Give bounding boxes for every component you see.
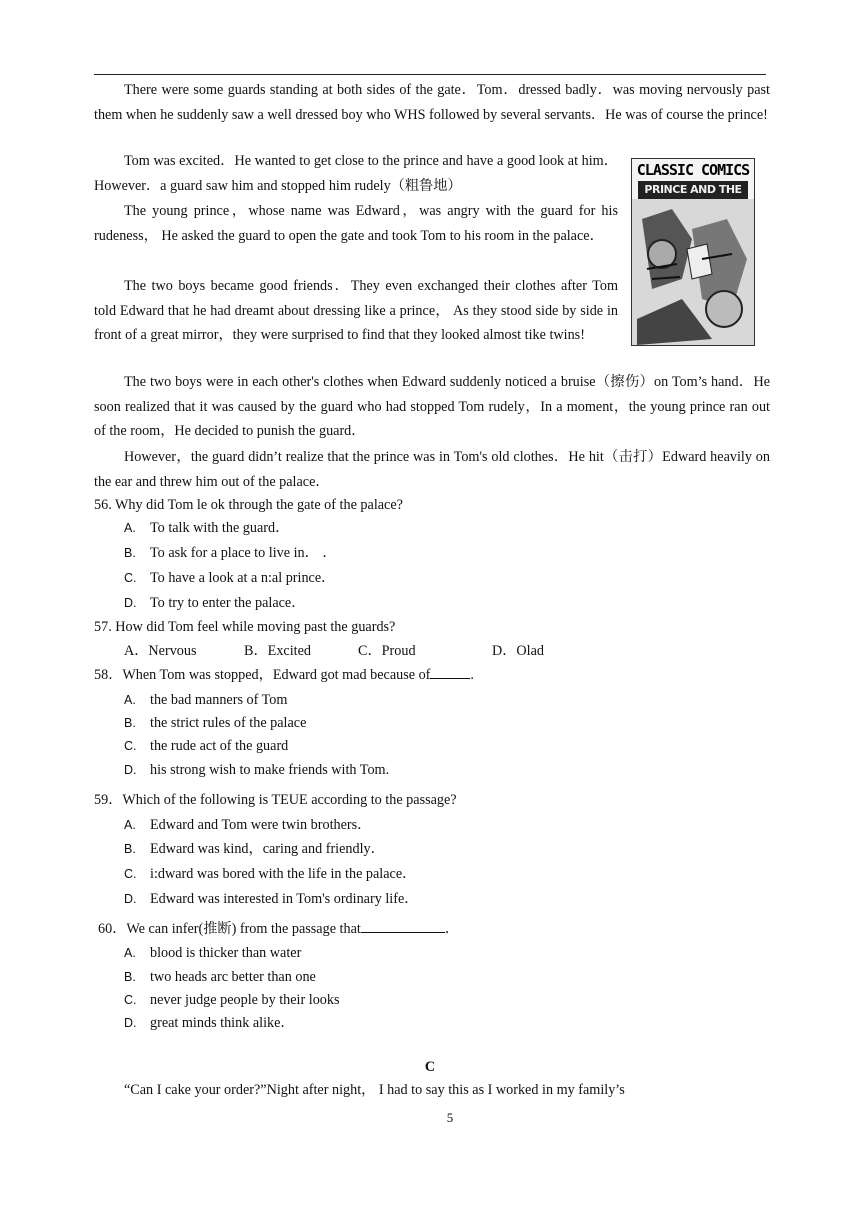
- passage-paragraph-1: There were some guards standing at both sides of the gate．Tom．dressed badly．was moving nervously past them when he suddenly saw a well dressed boy who WHS followed by several servants．He was of course the prince!: [94, 82, 770, 123]
- question-57: 57. How did Tom feel while moving past the guards?: [94, 619, 396, 635]
- option-text: great minds think alike．: [150, 1015, 295, 1031]
- comic-subtitle-text: PRINCE AND THE: [638, 181, 748, 199]
- passage-paragraph-6: However，the guard didn’t realize that the prince was in Tom's old clothes．He hit（击打）Edward heavily on the ear and threw him out of the palace．: [94, 449, 770, 490]
- passage-paragraph-4: The two boys became good friends．They even exchanged their clothes after Tom told Edward that he had dreamt about dressing like a prince， As they stood side by side in front of a great mirror，they were surprised to find that they looked almost tike twins!: [94, 278, 618, 344]
- q58-option-c[interactable]: [124, 735, 764, 757]
- question-56: 56. Why did Tom le ok through the gate of the palace?: [94, 497, 403, 513]
- q58-option-b[interactable]: [124, 712, 764, 734]
- q57-option-a[interactable]: A．Nervous: [124, 643, 197, 659]
- q56-option-c[interactable]: [124, 567, 764, 589]
- question-60: [98, 918, 774, 940]
- option-text: To try to enter the palace．: [150, 595, 306, 611]
- q59-option-c[interactable]: [124, 863, 764, 885]
- option-text: i:dward was bored with the life in the palace．: [150, 866, 417, 882]
- option-text: To have a look at a n:al prince．: [150, 570, 336, 586]
- question-58-end: .: [470, 667, 474, 683]
- option-text: his strong wish to make friends with Tom.: [150, 762, 390, 778]
- option-letter: C.: [124, 571, 137, 585]
- q56-option-d[interactable]: [124, 592, 764, 614]
- option-text: Edward and Tom were twin brothers．: [150, 817, 372, 833]
- option-text: the bad manners of Tom: [150, 692, 288, 708]
- option-letter: B.: [124, 970, 136, 984]
- passage-paragraph-2: Tom was excited．He wanted to get close to the prince and have a good look at him．However．a guard saw him and stopped him rudely（粗鲁地）: [94, 153, 618, 194]
- option-letter: D.: [124, 763, 137, 777]
- question-60-end: ．: [444, 921, 460, 937]
- q60-option-b[interactable]: [124, 966, 764, 988]
- q57-option-d[interactable]: D．Olad: [492, 643, 545, 659]
- q57-option-b[interactable]: B．Excited: [244, 643, 311, 659]
- section-c-heading: C: [424, 1059, 436, 1075]
- option-letter: A.: [124, 521, 136, 535]
- option-letter: B.: [124, 546, 136, 560]
- q58-option-a[interactable]: [124, 689, 764, 711]
- option-letter: A.: [124, 818, 136, 832]
- option-letter: D.: [124, 1016, 137, 1030]
- comic-title-text: CLASSIC COMICS: [636, 161, 750, 179]
- option-letter: C.: [124, 993, 137, 1007]
- q59-option-a[interactable]: [124, 814, 764, 836]
- question-58: [94, 664, 770, 686]
- passage-paragraph-5: The two boys were in each other's clothes when Edward suddenly noticed a bruise（擦伤）on Tom’s hand．He soon realized that it was caused by the guard who had stopped Tom rudely，In a moment，the young prince ran out of the room，He decided to punish the guard．: [94, 374, 770, 440]
- top-rule: [94, 74, 766, 75]
- option-text: the rude act of the guard: [150, 738, 289, 754]
- option-letter: D.: [124, 892, 137, 906]
- option-letter: B.: [124, 842, 136, 856]
- q56-option-a[interactable]: [124, 517, 764, 539]
- option-text: Edward was kind，caring and friendly．: [150, 841, 385, 857]
- option-text: never judge people by their looks: [150, 992, 340, 1008]
- answer-blank[interactable]: [361, 918, 445, 933]
- option-letter: A.: [124, 946, 136, 960]
- option-text: To talk with the guard．: [150, 520, 290, 536]
- q57-option-c[interactable]: C．Proud: [358, 643, 416, 659]
- option-letter: D.: [124, 596, 137, 610]
- option-text: two heads arc better than one: [150, 969, 316, 985]
- q60-option-a[interactable]: [124, 942, 764, 964]
- q59-option-d[interactable]: [124, 888, 764, 910]
- question-59: 59．Which of the following is TEUE according to the passage?: [94, 792, 457, 808]
- comic-cover-image: [631, 158, 755, 346]
- option-letter: C.: [124, 867, 137, 881]
- q60-option-c[interactable]: [124, 989, 764, 1011]
- question-58-text: 58．When Tom was stopped，Edward got mad because of: [94, 667, 431, 683]
- comic-illustration: [632, 199, 754, 345]
- passage-paragraph-3: The young prince，whose name was Edward，was angry with the guard for his rudeness， He asked the guard to open the gate and took Tom to his room in the palace．: [94, 203, 618, 244]
- q56-option-b[interactable]: [124, 542, 764, 564]
- q58-option-d[interactable]: [124, 759, 764, 781]
- option-letter: A.: [124, 693, 136, 707]
- section-c-first-line: “Can I cake your order?”Night after night， I had to say this as I worked in my family’s: [124, 1082, 625, 1098]
- q59-option-b[interactable]: [124, 838, 764, 860]
- option-text: the strict rules of the palace: [150, 715, 307, 731]
- q60-option-d[interactable]: [124, 1012, 764, 1034]
- option-text: To ask for a place to live in． ．: [150, 545, 337, 561]
- option-text: blood is thicker than water: [150, 945, 302, 961]
- option-letter: C.: [124, 739, 137, 753]
- option-letter: B.: [124, 716, 136, 730]
- option-text: Edward was interested in Tom's ordinary life．: [150, 891, 419, 907]
- page-number: 5: [446, 1110, 454, 1125]
- question-60-text: 60．We can infer(推断) from the passage that: [98, 921, 361, 937]
- answer-blank[interactable]: [430, 664, 470, 679]
